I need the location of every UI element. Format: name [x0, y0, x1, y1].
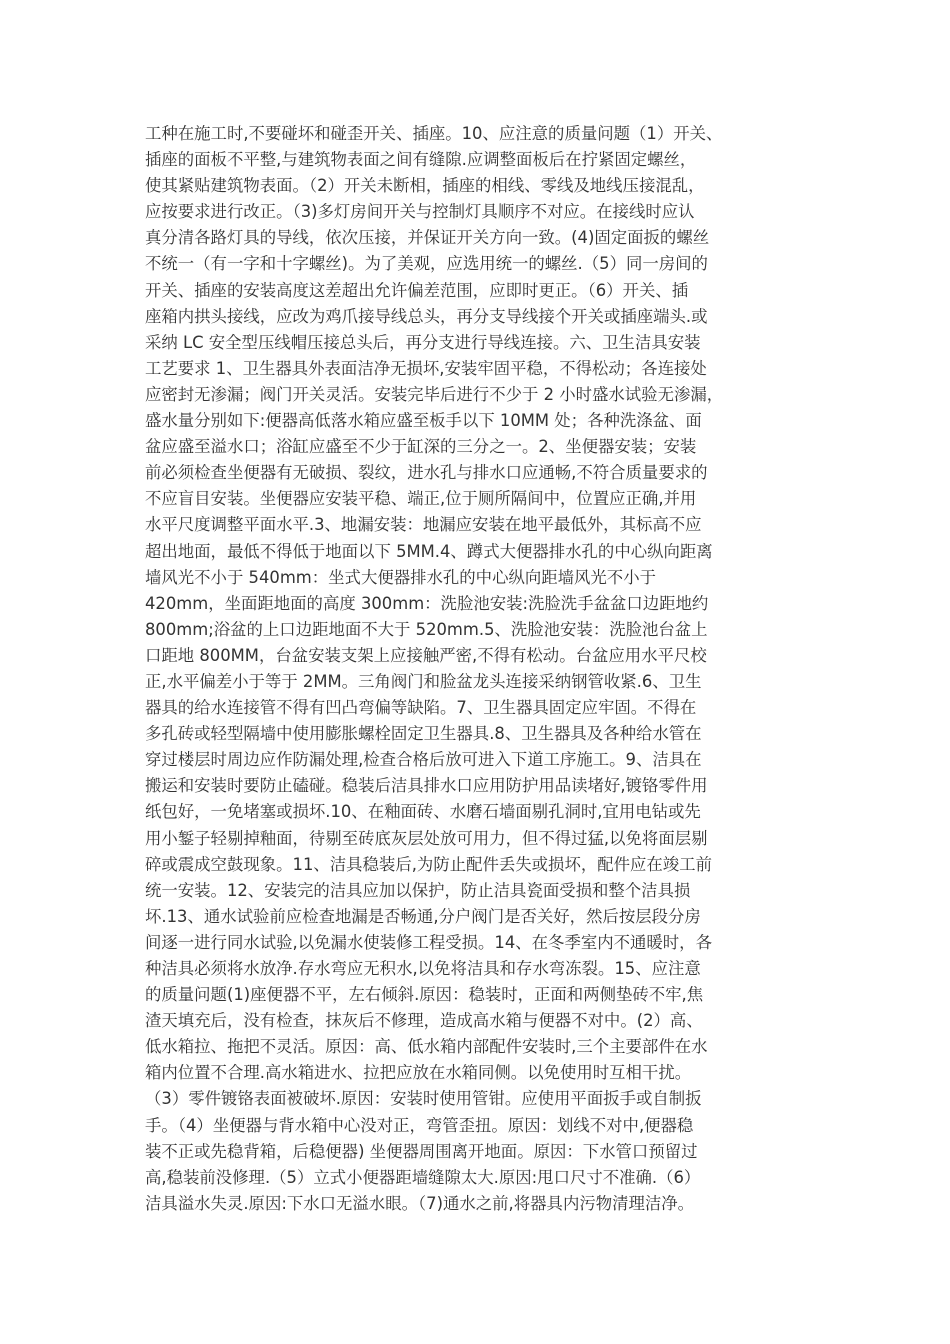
- text-line: 盆应盛至溢水口；浴缸应盛至不少于缸深的三分之一。2、坐便器安装；安装: [145, 437, 697, 457]
- text-line: 开关、插座的安装高度这差超出允许偏差范围，应即时更正。（6）开关、插: [145, 280, 689, 300]
- text-line: 800mm;浴盆的上口边距地面不大于 520mm.5、洗脸池安装：洗脸池台盆上: [145, 619, 708, 639]
- text-line: 箱内位置不合理.高水箱进水、拉把应放在水箱同侧。以免使用时互相干扰。: [145, 1063, 692, 1083]
- text-line: 采纳 LC 安全型压线帽压接总头后，再分支进行导线连接。六、卫生洁具安装: [145, 332, 701, 352]
- document-body: [145, 121, 807, 1217]
- text-line: 应按要求进行改正。（3)多灯房间开关与控制灯具顺序不对应。在接线时应认: [145, 202, 695, 222]
- text-line: 座箱内拱头接线，应改为鸡爪接导线总头，再分支导线接个开关或插座端头.或: [145, 306, 708, 326]
- text-line: 前必须检查坐便器有无破损、裂纹，进水孔与排水口应通畅,不符合质量要求的: [145, 463, 708, 483]
- text-line: 高,稳装前没修理.（5）立式小便器距墙缝隙太大.原因:甩口尺寸不准确.（6）: [145, 1167, 701, 1187]
- text-line: 口距地 800MM，台盆安装支架上应接触严密,不得有松动。台盆应用水平尺校: [145, 645, 707, 665]
- text-line: 种洁具必须将水放净.存水弯应无积水,以免将洁具和存水弯冻裂。15、应注意: [145, 959, 701, 978]
- text-line: 插座的面板不平整,与建筑物表面之间有缝隙.应调整面板后在拧紧固定螺丝，: [145, 150, 697, 170]
- text-line: 洁具溢水失灵.原因:下水口无溢水眼。（7)通水之前,将器具内污物清理洁净。: [145, 1193, 695, 1213]
- text-line: 搬运和安装时要防止磕碰。稳装后洁具排水口应用防护用品读堵好,镀铬零件用: [145, 776, 708, 796]
- text-line: 用小錾子轻剔掉釉面，待剔至砖底灰层处放可用力，但不得过猛,以免将面层剔: [145, 828, 708, 848]
- text-line: 420mm，坐面距地面的高度 300mm：洗脸池安装:洗脸洗手盆盆口边距地约: [145, 593, 709, 613]
- text-line: 统一安装。12、安装完的洁具应加以保护，防止洁具瓷面受损和整个洁具损: [145, 880, 691, 900]
- text-line: 正,水平偏差小于等于 2MM。三角阀门和脸盆龙头连接采纳钢管收紧.6、卫生: [145, 671, 702, 691]
- text-line: 渣天填充后，没有检查，抹灰后不修理，造成高水箱与便器不对中。(2）高、: [145, 1011, 703, 1031]
- text-line: 穿过楼层时周边应作防漏处理,检查合格后放可进入下道工序施工。9、洁具在: [145, 750, 702, 770]
- text-line: 不应盲目安装。坐便器应安装平稳、端正,位于厕所隔间中，位置应正确,并用: [145, 489, 697, 509]
- text-line: 装不正或先稳背箱，后稳便器) 坐便器周围离开地面。原因：下水管口预留过: [145, 1141, 698, 1161]
- text-line: 不统一（有一字和十字螺丝)。为了美观，应选用统一的螺丝.（5）同一房间的: [145, 254, 708, 274]
- text-line: 的质量问题(1)座便器不平，左右倾斜.原因：稳装时，正面和两侧垫砖不牢,焦: [145, 985, 704, 1005]
- text-line: 超出地面，最低不得低于地面以下 5MM.4、蹲式大便器排水孔的中心纵向距离: [145, 541, 713, 561]
- text-line: 水平尺度调整平面水平.3、地漏安装：地漏应安装在地平最低外，其标高不应: [145, 515, 702, 535]
- text-line: 应密封无渗漏；阀门开关灵活。安装完毕后进行不少于 2 小时盛水试验无渗漏，: [145, 384, 724, 404]
- text-line: 碎或震成空鼓现象。11、洁具稳装后,为防止配件丢失或损坏，配件应在竣工前: [145, 854, 712, 874]
- text-line: 坏.13、通水试验前应检查地漏是否畅通,分户阀门是否关好，然后按层段分房: [145, 906, 701, 926]
- text-line: 器具的给水连接管不得有凹凸弯偏等缺陷。7、卫生器具固定应牢固。不得在: [145, 698, 697, 718]
- text-line: 真分清各路灯具的导线，依次压接，并保证开关方向一致。(4)固定面扳的螺丝: [145, 228, 710, 248]
- text-line: 低水箱拉、拖把不灵活。原因：高、低水箱内部配件安装时,三个主要部件在水: [145, 1037, 708, 1057]
- text-line: 墙风光不小于 540mm：坐式大便器排水孔的中心纵向距墙风光不小于: [145, 567, 656, 587]
- text-line: 盛水量分别如下:便器高低落水箱应盛至板手以下 10MM 处；各种洗涤盆、面: [145, 411, 702, 431]
- text-line: 纸包好，一免堵塞或损坏.10、在釉面砖、水磨石墙面剔孔洞时,宜用电钻或先: [145, 802, 701, 822]
- text-line: 多孔砖或轻型隔墙中使用膨胀螺栓固定卫生器具.8、卫生器具及各种给水管在: [145, 724, 702, 744]
- text-line: 手。（4）坐便器与背水箱中心没对正，弯管歪扭。原因：划线不对中,便器稳: [145, 1115, 694, 1135]
- text-line: 工种在施工时,不要碰坏和碰歪开关、插座。10、应注意的质量问题（1）开关、: [145, 124, 723, 143]
- text-line: （3）零件镀铬表面被破坏.原因：安装时使用管钳。应使用平面扳手或自制扳: [145, 1089, 702, 1109]
- text-line: 间逐一进行同水试验,以免漏水使装修工程受损。14、在冬季室内不通暖时，各: [145, 932, 712, 952]
- text-line: 工艺要求 1、卫生器具外表面洁净无损坏,安装牢固平稳，不得松动；各连接处: [145, 358, 707, 378]
- text-line: 使其紧贴建筑物表面。（2）开关未断相，插座的相线、零线及地线压接混乱，: [145, 176, 705, 196]
